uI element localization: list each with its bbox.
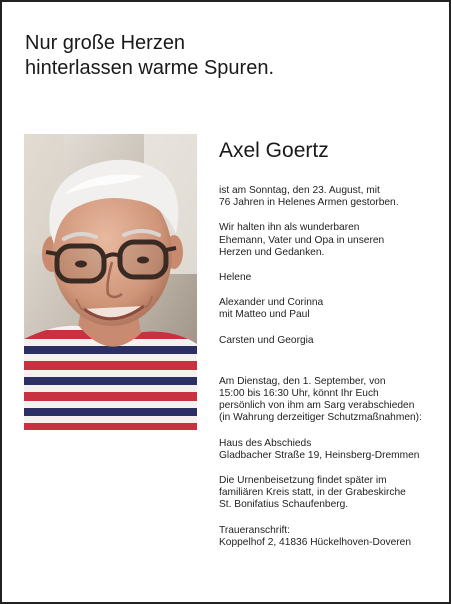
remembrance-paragraph	[219, 222, 439, 259]
burial-paragraph	[219, 475, 439, 512]
mourning-address-paragraph	[219, 525, 439, 549]
text-line: Traueranschrift:	[219, 524, 290, 536]
venue-paragraph	[219, 438, 439, 462]
text-line: St. Bonifatius Schaufenberg.	[219, 499, 349, 511]
text-line: mit Matteo und Paul	[219, 309, 310, 321]
family-member-widow	[219, 272, 439, 284]
obituary-text	[219, 185, 439, 549]
text-line: Herzen und Gedanken.	[219, 246, 325, 258]
text-line: Gladbacher Straße 19, Heinsberg-Dremmen	[219, 449, 420, 461]
text-line: Haus des Abschieds	[219, 437, 312, 449]
text-line: Wir halten ihn als wunderbaren	[219, 222, 360, 234]
text-line: 15:00 bis 16:30 Uhr, könnt Ihr Euch	[219, 388, 379, 400]
text-line: Koppelhof 2, 41836 Hückelhoven-Doveren	[219, 536, 411, 548]
family-member-son-1	[219, 297, 439, 321]
motto-heading	[25, 31, 425, 81]
text-line: persönlich von ihm am Sarg verabschieden	[219, 400, 415, 412]
text-line: Helene	[219, 272, 252, 284]
farewell-paragraph	[219, 376, 439, 425]
motto-line-2: hinterlassen warme Spuren.	[25, 57, 275, 79]
text-line: Die Urnenbeisetzung findet später im	[219, 475, 387, 487]
text-line: Carsten und Georgia	[219, 334, 314, 346]
family-member-son-2	[219, 335, 439, 347]
text-line: Ehemann, Vater und Opa in unseren	[219, 234, 385, 246]
text-line: (in Wahrung derzeitiger Schutzmaßnahmen):	[219, 412, 422, 424]
portrait-illustration	[24, 134, 197, 430]
announcement-paragraph	[219, 185, 439, 209]
motto-line-1: Nur große Herzen	[25, 32, 186, 54]
text-line: ist am Sonntag, den 23. August, mit	[219, 185, 380, 196]
portrait-photo	[24, 134, 197, 430]
text-line: Am Dienstag, den 1. September, von	[219, 375, 386, 387]
text-line: 76 Jahren in Helenes Armen gestorben.	[219, 197, 399, 209]
text-line: Alexander und Corinna	[219, 297, 324, 309]
deceased-name: Axel Goertz	[219, 139, 329, 162]
text-line: familiären Kreis statt, in der Grabeskirche	[219, 487, 406, 499]
